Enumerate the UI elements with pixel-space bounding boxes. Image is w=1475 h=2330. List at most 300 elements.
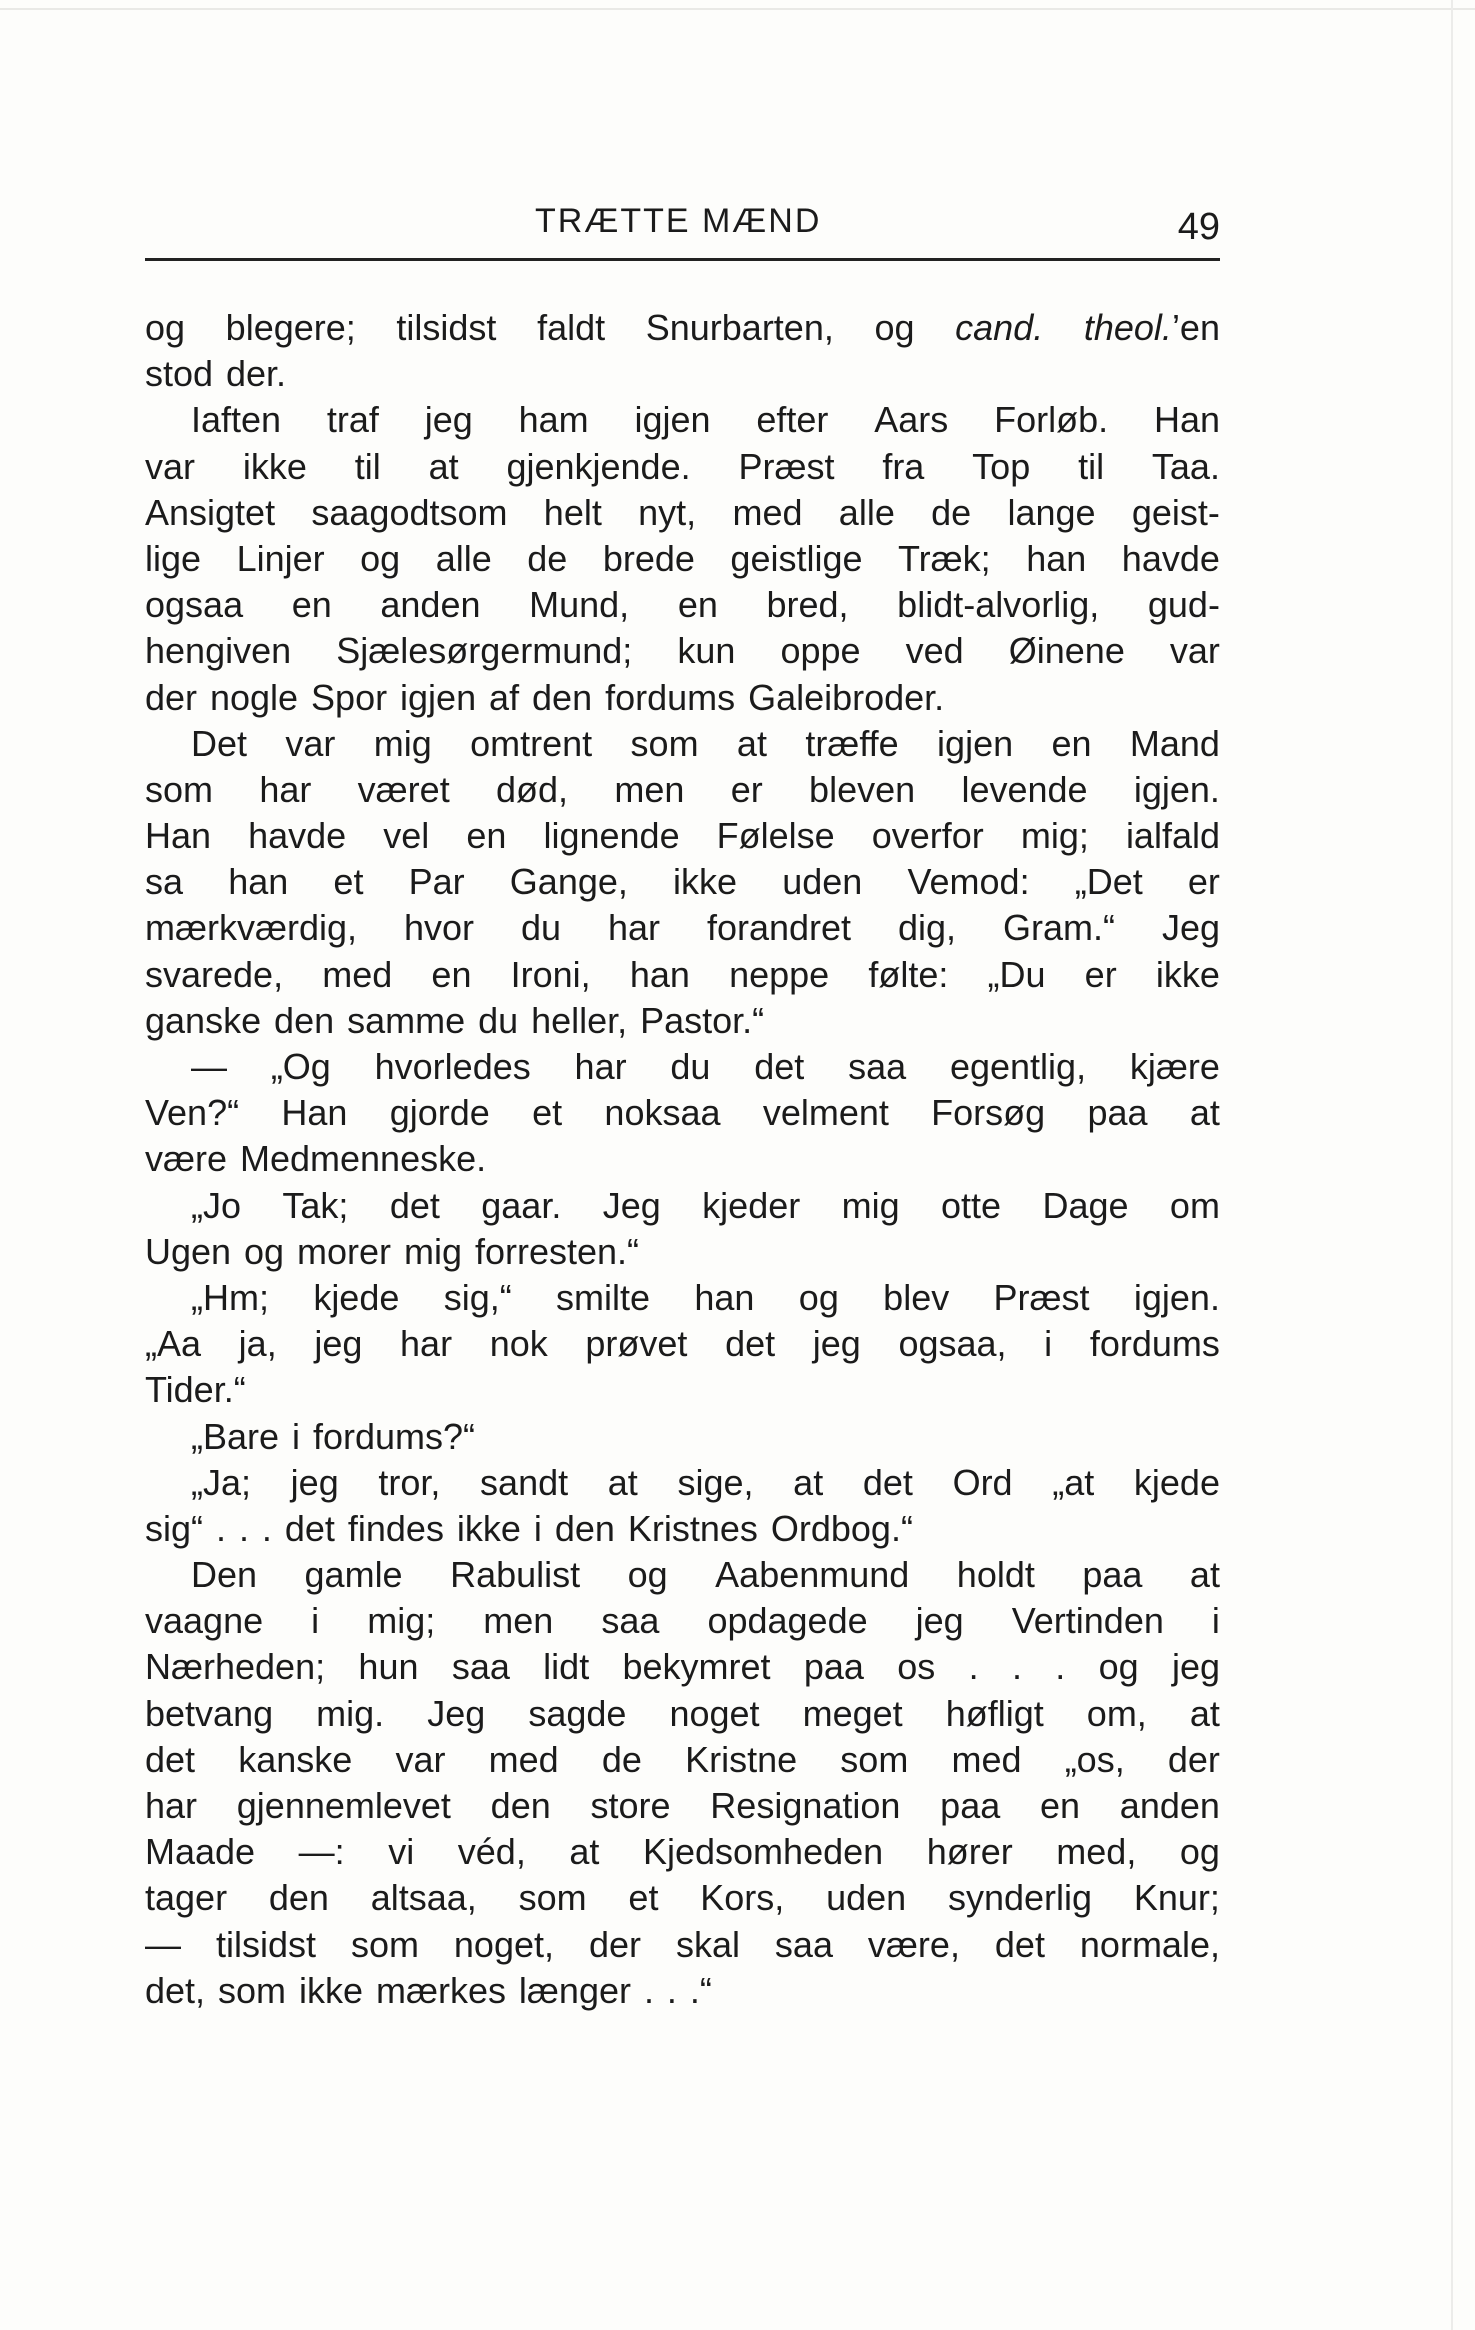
word: fra xyxy=(882,445,925,487)
word: Pastor.“ xyxy=(640,999,765,1041)
word: var xyxy=(145,445,196,487)
word: har xyxy=(259,768,312,810)
word: den xyxy=(268,1877,329,1919)
word: være, xyxy=(867,1923,960,1965)
word: har xyxy=(574,1046,627,1087)
text-line xyxy=(145,1968,1220,2014)
word: lange xyxy=(1007,491,1096,533)
word: Snurbarten, xyxy=(645,307,834,348)
word: at xyxy=(428,445,459,487)
scan-right-edge xyxy=(1451,0,1453,2330)
text-line xyxy=(145,1598,1220,1644)
word: og xyxy=(874,307,915,348)
word: ialfald xyxy=(1125,815,1220,857)
word: — xyxy=(145,1923,181,1965)
word: Han xyxy=(145,815,212,857)
word: død, xyxy=(496,768,569,810)
word: mig xyxy=(373,722,432,764)
word: Vemod: xyxy=(907,861,1030,903)
word: ogsaa xyxy=(145,584,244,626)
word: som xyxy=(630,722,699,764)
word: du xyxy=(520,907,562,949)
word: saagodtsom xyxy=(311,491,508,533)
word: havde xyxy=(248,815,347,857)
word: han xyxy=(228,861,289,903)
word: var xyxy=(1169,630,1220,672)
word: saa xyxy=(601,1600,660,1642)
word: tilsidst xyxy=(396,307,497,348)
word: jeg xyxy=(424,399,473,441)
word: Iaften xyxy=(191,399,282,441)
text-line xyxy=(145,1275,1220,1321)
word: dig, xyxy=(898,907,957,949)
text-line xyxy=(145,444,1220,490)
word: med, xyxy=(1056,1831,1137,1873)
word: Ugen xyxy=(145,1230,232,1272)
word: Træk; xyxy=(898,537,991,579)
word: Jeg xyxy=(602,1184,661,1226)
word: efter xyxy=(756,399,829,441)
word: vi xyxy=(388,1831,415,1873)
word: Det xyxy=(191,722,248,764)
page-number: 49 xyxy=(1177,206,1220,248)
word: Kristne xyxy=(685,1738,798,1780)
word: uden xyxy=(782,861,863,903)
word: egentlig, xyxy=(949,1046,1087,1087)
word: en xyxy=(291,584,332,626)
word: Par xyxy=(408,861,465,903)
word: svarede, xyxy=(145,953,284,995)
word: som xyxy=(518,1877,587,1919)
text-line xyxy=(145,1414,1220,1460)
word: Mund, xyxy=(529,584,630,626)
word: Gange, xyxy=(509,861,628,903)
word: Taa. xyxy=(1151,445,1220,487)
word: gjorde xyxy=(389,1092,490,1134)
word: altsaa, xyxy=(370,1877,477,1919)
word: —: xyxy=(298,1831,345,1873)
word: ham xyxy=(518,399,589,441)
word: Ven?“ xyxy=(145,1092,240,1134)
text-line xyxy=(145,1922,1220,1968)
word: tror, xyxy=(378,1461,441,1503)
word: alle xyxy=(435,537,492,579)
word: levende xyxy=(961,768,1088,810)
word: Rabulist xyxy=(450,1554,581,1596)
word: kjeder xyxy=(702,1184,801,1226)
word: . xyxy=(968,1646,979,1688)
word: ’en xyxy=(1171,307,1220,348)
word: Kors, xyxy=(700,1877,785,1919)
word: om xyxy=(1169,1184,1220,1226)
word: lige xyxy=(145,537,202,579)
word: Nærheden; xyxy=(145,1646,326,1688)
word: paa xyxy=(1082,1554,1143,1596)
word: ikke xyxy=(456,1507,521,1549)
word: Sjælesørgermund; xyxy=(336,630,633,672)
word: igjen. xyxy=(1133,1276,1220,1318)
word: Medmenneske. xyxy=(239,1138,487,1180)
word: den xyxy=(554,1507,615,1549)
word: bred, xyxy=(766,584,849,626)
word: „Det xyxy=(1074,861,1143,903)
word: høfligt xyxy=(945,1692,1044,1734)
word: Tider.“ xyxy=(145,1369,246,1411)
word: Jeg xyxy=(1161,907,1220,949)
word: Resignation xyxy=(710,1785,901,1826)
text-line xyxy=(145,859,1220,905)
word: noksaa xyxy=(604,1092,721,1134)
word: blidt-alvorlig, xyxy=(897,584,1100,626)
word: og xyxy=(360,537,401,579)
word: og xyxy=(244,1230,285,1272)
word: betvang xyxy=(145,1692,274,1734)
word: ganske xyxy=(145,999,262,1041)
word: paa xyxy=(803,1646,864,1688)
word: han xyxy=(629,953,690,995)
word: en xyxy=(466,815,507,857)
word: otte xyxy=(941,1184,1002,1226)
word: du xyxy=(670,1046,711,1087)
word: havde xyxy=(1121,537,1220,579)
word: sige, xyxy=(677,1461,754,1503)
word: som xyxy=(145,768,214,810)
word: „os, xyxy=(1064,1738,1125,1780)
word: Ironi, xyxy=(510,953,591,995)
text-line xyxy=(145,1644,1220,1690)
word: tilsidst xyxy=(215,1923,316,1965)
word: gud- xyxy=(1147,584,1220,626)
text-line xyxy=(145,536,1220,582)
word: og xyxy=(1179,1831,1220,1873)
word: jeg xyxy=(314,1323,363,1365)
word: mig; xyxy=(1020,815,1089,857)
word: og xyxy=(798,1276,839,1318)
text-line xyxy=(145,721,1220,767)
word: at xyxy=(607,1461,638,1503)
word: nogle xyxy=(209,676,299,718)
word: i xyxy=(1044,1323,1053,1365)
text-line xyxy=(145,351,1220,397)
running-header xyxy=(145,196,1220,261)
word: Kristnes xyxy=(627,1507,758,1549)
word: findes xyxy=(347,1507,444,1549)
word: som xyxy=(350,1923,419,1965)
word: sig“ xyxy=(145,1507,204,1549)
word: lidt xyxy=(543,1646,590,1688)
word: Forsøg xyxy=(931,1092,1046,1134)
word: . xyxy=(643,1969,654,2011)
word: helt xyxy=(543,491,602,533)
word: blev xyxy=(883,1276,950,1318)
word: til xyxy=(354,445,381,487)
text-line xyxy=(145,1737,1220,1783)
word: — xyxy=(191,1046,227,1087)
word: oppe xyxy=(780,630,861,672)
word: at xyxy=(1189,1692,1220,1734)
text-line xyxy=(145,813,1220,859)
word: at xyxy=(1189,1554,1220,1596)
word: nok xyxy=(489,1323,548,1365)
word: bekymret xyxy=(622,1646,771,1688)
word: at xyxy=(793,1461,824,1503)
word: gjennemlevet xyxy=(236,1785,451,1826)
word: i xyxy=(533,1507,542,1549)
text-line xyxy=(145,998,1220,1044)
word: véd, xyxy=(457,1831,526,1873)
word: skal xyxy=(675,1923,740,1965)
text-line xyxy=(145,1321,1220,1367)
word: igjen xyxy=(400,676,477,718)
word: traf xyxy=(326,399,379,441)
word: noget xyxy=(669,1692,760,1734)
word: Han xyxy=(1153,399,1220,441)
word: i xyxy=(1211,1600,1220,1642)
word: normale, xyxy=(1079,1923,1220,1965)
word: kjede xyxy=(313,1276,400,1318)
word: den xyxy=(490,1785,551,1826)
text-line xyxy=(145,675,1220,721)
word: gamle xyxy=(304,1554,403,1596)
body-text xyxy=(145,305,1220,2014)
word: heller, xyxy=(531,999,628,1041)
word: den xyxy=(274,999,335,1041)
text-line xyxy=(145,490,1220,536)
word: hvorledes xyxy=(374,1046,531,1087)
word: neppe xyxy=(729,953,830,995)
text-line xyxy=(145,1090,1220,1136)
word: kun xyxy=(677,630,736,672)
word: . xyxy=(238,1507,249,1549)
word: var xyxy=(285,722,336,764)
word: anden xyxy=(380,584,481,626)
word: træffe xyxy=(805,722,899,764)
word: følte: xyxy=(868,953,949,995)
word: fordums xyxy=(605,676,736,718)
word: ved xyxy=(905,630,964,672)
text-line xyxy=(145,1367,1220,1413)
word: velment xyxy=(762,1092,889,1134)
word: sandt xyxy=(480,1461,569,1503)
word: nyt, xyxy=(638,491,697,533)
text-line xyxy=(145,905,1220,951)
word: Gram.“ xyxy=(1003,907,1115,949)
word: i xyxy=(291,1415,300,1457)
word: blegere; xyxy=(225,307,356,348)
word: geistlige xyxy=(730,537,863,579)
word: igjen xyxy=(634,399,711,441)
word: sa xyxy=(145,861,184,903)
word: saa xyxy=(848,1046,907,1087)
text-line xyxy=(145,1136,1220,1182)
word: et xyxy=(628,1877,659,1919)
word: synderlig xyxy=(947,1877,1093,1919)
word: „Og xyxy=(270,1046,331,1087)
word: en xyxy=(431,953,472,995)
word: gjenkjende. xyxy=(506,445,691,487)
word: et xyxy=(333,861,364,903)
word: Den xyxy=(191,1554,258,1596)
text-line xyxy=(145,1460,1220,1506)
word: meget xyxy=(802,1692,903,1734)
word: var xyxy=(395,1738,446,1780)
word: ja, xyxy=(238,1323,277,1365)
text-line xyxy=(145,1229,1220,1275)
word: „Aa xyxy=(145,1323,202,1365)
word: „Du xyxy=(987,953,1046,995)
word: har xyxy=(607,907,660,949)
word: det xyxy=(994,1923,1045,1965)
word: Galeibroder. xyxy=(748,676,945,718)
word: de xyxy=(527,537,568,579)
word: ikke xyxy=(1155,953,1220,995)
word: men xyxy=(483,1600,554,1642)
word: Aabenmund xyxy=(715,1554,910,1596)
word: et xyxy=(532,1092,563,1134)
word xyxy=(1084,305,1220,351)
word: det xyxy=(862,1461,913,1503)
word: Ord xyxy=(952,1461,1013,1503)
word: jeg xyxy=(915,1600,964,1642)
word: han xyxy=(1026,537,1087,579)
text-line xyxy=(145,952,1220,998)
word: det, xyxy=(145,1969,206,2011)
word: saa xyxy=(451,1646,510,1688)
word: „Bare xyxy=(191,1415,280,1457)
word: ikke xyxy=(298,1969,363,2011)
word: at xyxy=(569,1831,600,1873)
word: faldt xyxy=(537,307,606,348)
word: mig; xyxy=(367,1600,436,1642)
word: og xyxy=(627,1554,668,1596)
word: Maade xyxy=(145,1831,256,1873)
word: Ordbog.“ xyxy=(770,1507,913,1549)
word: samme xyxy=(347,999,466,1041)
word: . xyxy=(215,1507,226,1549)
word: de xyxy=(601,1738,642,1780)
word: . xyxy=(1055,1646,1066,1688)
word: „at xyxy=(1052,1461,1095,1503)
word: det xyxy=(754,1046,805,1087)
text-line xyxy=(145,1506,1220,1552)
word: hun xyxy=(358,1646,419,1688)
word: forandret xyxy=(706,907,852,949)
word: til xyxy=(1078,445,1105,487)
word: de xyxy=(931,491,972,533)
text-line xyxy=(145,305,1220,351)
word: uden xyxy=(826,1877,907,1919)
word: os xyxy=(897,1646,936,1688)
word: med xyxy=(951,1738,1022,1780)
word: med xyxy=(488,1738,559,1780)
text-line xyxy=(145,767,1220,813)
word: omtrent xyxy=(470,722,593,764)
word: jeg xyxy=(290,1461,339,1503)
word: fordums xyxy=(1089,1323,1220,1365)
word: hengiven xyxy=(145,630,292,672)
word: vel xyxy=(383,815,430,857)
word: Han xyxy=(281,1092,348,1134)
word: Vertinden xyxy=(1011,1600,1164,1642)
running-title: TRÆTTE MÆND xyxy=(535,202,822,240)
word: store xyxy=(590,1785,671,1826)
word: mærkværdig, xyxy=(145,907,358,949)
word: Ansigtet xyxy=(145,491,276,533)
word: noget, xyxy=(453,1923,554,1965)
word: mærkes xyxy=(375,1969,506,2011)
text-line xyxy=(145,1044,1220,1090)
word: . xyxy=(666,1969,677,2011)
word: alle xyxy=(838,491,895,533)
word: Præst xyxy=(738,445,835,487)
word: men xyxy=(614,768,685,810)
word: der xyxy=(145,676,198,718)
word: Forløb. xyxy=(994,399,1109,441)
word: kanske xyxy=(238,1738,353,1780)
word: Øinene xyxy=(1008,630,1125,672)
text-line xyxy=(145,1552,1220,1598)
word: være xyxy=(145,1138,228,1180)
word: kjære xyxy=(1129,1046,1220,1087)
word: paa xyxy=(940,1785,1001,1826)
word: længer xyxy=(518,1969,631,2011)
word: mig xyxy=(403,1230,462,1272)
word: og xyxy=(145,307,186,348)
word: jeg xyxy=(812,1323,861,1365)
text-line xyxy=(145,1829,1220,1875)
word: Top xyxy=(972,445,1031,487)
word: theol. xyxy=(1083,307,1172,348)
word: forresten.“ xyxy=(474,1230,640,1272)
word: der xyxy=(1167,1738,1220,1780)
word: Knur; xyxy=(1133,1877,1220,1919)
word: at xyxy=(1189,1092,1220,1134)
word: er xyxy=(1187,861,1220,903)
word: den xyxy=(532,676,593,718)
text-line xyxy=(145,1183,1220,1229)
word: holdt xyxy=(956,1554,1035,1596)
word: overfor xyxy=(871,815,984,857)
word: med xyxy=(732,491,803,533)
word: ikke xyxy=(673,861,738,903)
word: hvor xyxy=(403,907,475,949)
word: du xyxy=(478,999,519,1041)
word: sig,“ xyxy=(443,1276,512,1318)
word: Linjer xyxy=(236,537,325,579)
word: er xyxy=(1084,953,1117,995)
word: ogsaa, xyxy=(898,1323,1007,1365)
word: smilte xyxy=(556,1276,651,1318)
word: mig xyxy=(841,1184,900,1226)
word: at xyxy=(736,722,767,764)
word: i xyxy=(311,1600,320,1642)
word: og xyxy=(1098,1646,1139,1688)
word: Dage xyxy=(1042,1184,1129,1226)
word: hører xyxy=(926,1831,1013,1873)
word: været xyxy=(357,768,450,810)
word: opdagede xyxy=(707,1600,868,1642)
word: som xyxy=(840,1738,909,1780)
word: der. xyxy=(226,353,287,395)
word: gaar. xyxy=(481,1184,562,1226)
word: prøvet xyxy=(585,1323,688,1365)
word: fordums?“ xyxy=(312,1415,475,1457)
word: . xyxy=(1011,1646,1022,1688)
word: „Hm; xyxy=(191,1276,269,1318)
word: som xyxy=(218,1969,287,2011)
word: der xyxy=(588,1923,641,1965)
word: kjede xyxy=(1133,1461,1220,1503)
